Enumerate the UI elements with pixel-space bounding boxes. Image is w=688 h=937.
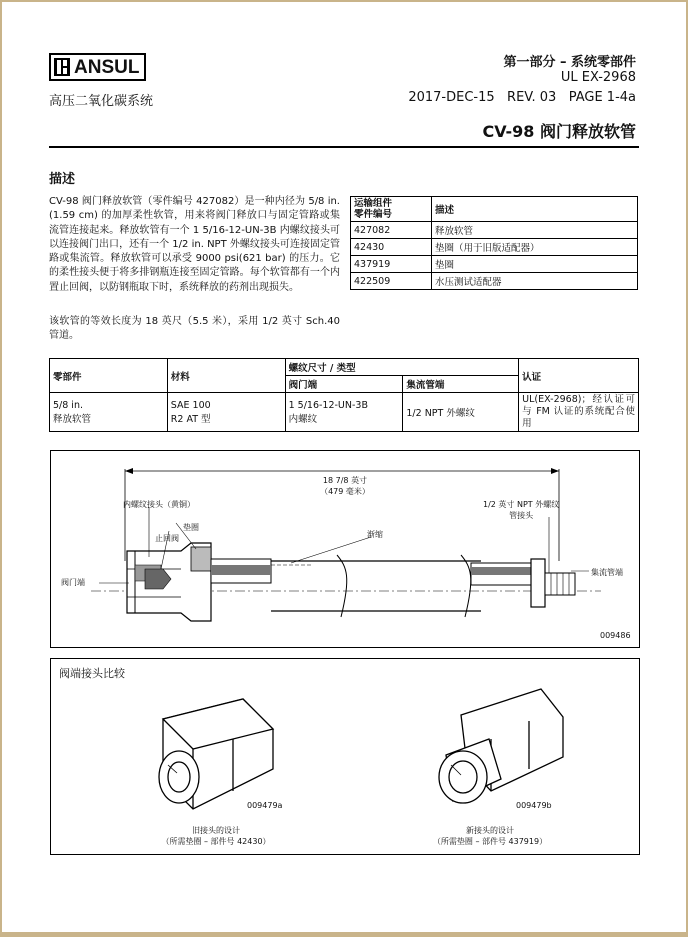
valve-end-label: 阀门端 <box>61 578 85 587</box>
table-row <box>351 239 638 256</box>
spec-header-row <box>50 359 639 376</box>
hose-diagram <box>50 450 640 648</box>
header-component: 零部件 <box>50 359 168 393</box>
female-fitting-label: 内螺纹接头（黄铜） <box>123 500 195 509</box>
header-manifold-end: 集流管端 <box>403 376 519 393</box>
part-number-cell: 437919 <box>351 256 432 273</box>
header-certification: 认证 <box>519 359 639 393</box>
comparison-title: 阀端接头比较 <box>59 667 125 680</box>
fitting-comparison-figure <box>50 658 640 855</box>
old-fitting-caption <box>151 825 281 847</box>
gasket-label: 垫圈 <box>183 523 199 532</box>
old-fitting-drawing <box>159 699 273 809</box>
description-paragraph-2: 该软管的等效长度为 18 英尺（5.5 米），采用 1/2 英寸 Sch.40 管道。 <box>49 316 340 342</box>
figure-number: 009486 <box>600 631 631 640</box>
old-fitting-number: 009479a <box>247 801 283 810</box>
part-number-cell: 422509 <box>351 273 432 290</box>
component-cell: 5/8 in. 释放软管 <box>50 393 168 432</box>
npt-label-line2: 管接头 <box>509 511 534 520</box>
document-page <box>2 2 686 932</box>
ul-number: UL EX-2968 <box>560 70 636 85</box>
valve-end-cell: 1 5/16-12-UN-3B 内螺纹 <box>285 393 403 432</box>
npt-label <box>483 499 559 521</box>
manifold-end-cell: 1/2 NPT 外螺纹 <box>403 393 519 432</box>
npt-label-line1: 1/2 英寸 NPT 外螺纹 <box>483 500 560 509</box>
header-material: 材料 <box>167 359 285 393</box>
header-description: 描述 <box>432 197 638 222</box>
description-paragraph-1: CV-98 阀门释放软管（零件编号 427082）是一种内径为 5/8 in.(1.59 cm) 的加厚柔性软管，用来将阀门释放口与固定管路或集流管连接起来。释放软管有一个 1 5/16-12-UN-3B 内螺纹接头可以连接阀门出口，还有一个 1/2 in. NPT 外螺纹接头可连接固定管路或集流管。释放软管可以承受 9000 psi(621 bar) 的压力。它的柔性接头便于将多排钢瓶连接至固定管路。每个软管都有一个内置止回阀，以防钢瓶取下时，系统释放的药剂出现损失。 <box>49 196 340 293</box>
new-fitting-caption <box>425 825 555 847</box>
new-fitting-caption-title: 新接头的设计 <box>466 826 514 835</box>
description-cell: 水压测试适配器 <box>432 273 638 290</box>
spec-row <box>50 393 639 432</box>
table-header-row <box>351 197 638 222</box>
old-fitting-caption-gasket: （所需垫圈 – 部件号 42430） <box>161 837 271 846</box>
material-cell: SAE 100 R2 AT 型 <box>167 393 285 432</box>
taper-label: 渐缩 <box>367 530 383 539</box>
old-fitting-caption-title: 旧接头的设计 <box>192 826 240 835</box>
header-divider <box>49 146 639 148</box>
length-label-mm: （479 毫米） <box>320 487 370 496</box>
page-title: CV-98 阀门释放软管 <box>482 122 636 141</box>
new-fitting-number: 009479b <box>516 801 552 810</box>
table-row <box>351 273 638 290</box>
part-number-cell: 427082 <box>351 222 432 239</box>
description-cell: 垫圈（用于旧版适配器） <box>432 239 638 256</box>
table-row <box>351 222 638 239</box>
check-valve-label: 止回阀 <box>155 534 179 543</box>
shipping-assembly-table <box>350 196 638 290</box>
logo-mark-icon <box>51 55 73 79</box>
part-label: 第一部分 – 系统零部件 <box>503 55 636 70</box>
table-row <box>351 256 638 273</box>
description-cell: 释放软管 <box>432 222 638 239</box>
part-number-cell: 42430 <box>351 239 432 256</box>
header-part-number: 运输组件 零件编号 <box>351 197 432 222</box>
length-label <box>315 475 375 497</box>
logo-text: ANSUL <box>74 57 140 78</box>
new-fitting-caption-gasket: （所需垫圈 – 部件号 437919） <box>432 837 548 846</box>
header-thread: 螺纹尺寸 / 类型 <box>285 359 519 376</box>
length-label-in: 18 7/8 英寸 <box>322 476 368 485</box>
description-cell: 垫圈 <box>432 256 638 273</box>
date-revision-page: 2017-DEC-15 REV. 03 PAGE 1-4a <box>408 90 636 105</box>
certification-cell: UL(EX-2968)；经认证可与 FM 认证的系统配合使用 <box>519 393 639 432</box>
ansul-logo <box>49 53 149 83</box>
specification-table <box>49 358 639 432</box>
header-valve-end: 阀门端 <box>285 376 403 393</box>
new-fitting-drawing <box>439 689 563 803</box>
system-name: 高压二氧化碳系统 <box>49 94 154 109</box>
logo-frame <box>49 53 146 81</box>
description-heading: 描述 <box>49 172 76 187</box>
manifold-end-label: 集流管端 <box>591 568 623 577</box>
